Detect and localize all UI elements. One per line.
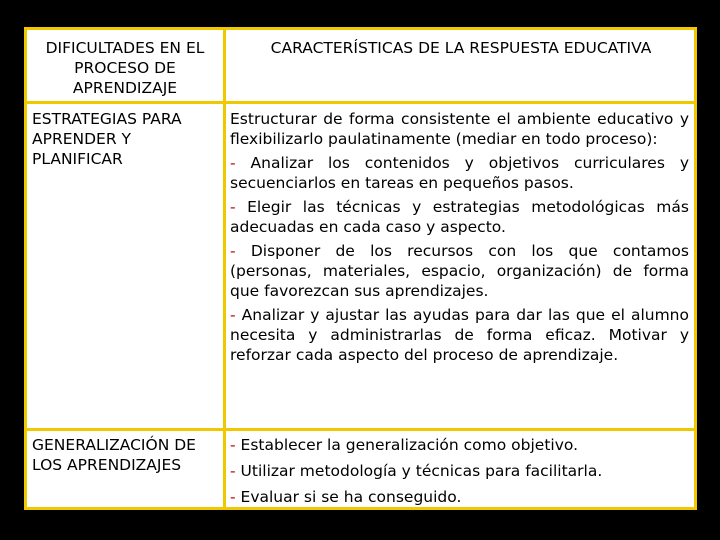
header-divider	[27, 101, 694, 104]
list-item: - Utilizar metodología y técnicas para facilitarla.	[230, 462, 603, 480]
row-content-strategies	[230, 109, 689, 369]
dash-bullet: -	[230, 198, 236, 216]
list-item: - Elegir las técnicas y estrategias metodológicas más adecuadas en cada caso y aspecto.	[230, 198, 689, 236]
content-table	[24, 27, 697, 510]
list-item: - Analizar los contenidos y objetivos curriculares y secuenciarlos en tareas en pequeños pasos.	[230, 154, 689, 192]
header-col-difficulties: DIFICULTADES EN EL PROCESO DE APRENDIZAJE	[45, 39, 205, 97]
intro-text: Estructurar de forma consistente el ambiente educativo y flexibilizarlo paulatinamente (mediar en todo proceso):	[230, 110, 689, 148]
dash-bullet: -	[230, 306, 236, 324]
list-item: - Evaluar si se ha conseguido.	[230, 488, 462, 506]
dash-bullet: -	[230, 488, 236, 506]
row-label-generalization: GENERALIZACIÓN DE LOS APRENDIZAJES	[32, 436, 196, 474]
header-col-characteristics: CARACTERÍSTICAS DE LA RESPUESTA EDUCATIVA	[270, 39, 652, 57]
list-item: - Disponer de los recursos con los que contamos (personas, materiales, espacio, organización) de forma que favorezcan sus aprendizajes.	[230, 242, 689, 300]
list-item: - Analizar y ajustar las ayudas para dar las que el alumno necesita y administrarlas de forma eficaz. Motivar y reforzar cada aspecto del proceso de aprendizaje.	[230, 306, 689, 364]
dash-bullet: -	[230, 154, 236, 172]
list-item: - Establecer la generalización como objetivo.	[230, 436, 579, 454]
row-content-generalization	[230, 432, 689, 510]
dash-bullet: -	[230, 436, 236, 454]
row-label-strategies: ESTRATEGIAS PARA APRENDER Y PLANIFICAR	[32, 110, 182, 168]
row-divider	[27, 428, 694, 431]
dash-bullet: -	[230, 462, 236, 480]
dash-bullet: -	[230, 242, 236, 260]
